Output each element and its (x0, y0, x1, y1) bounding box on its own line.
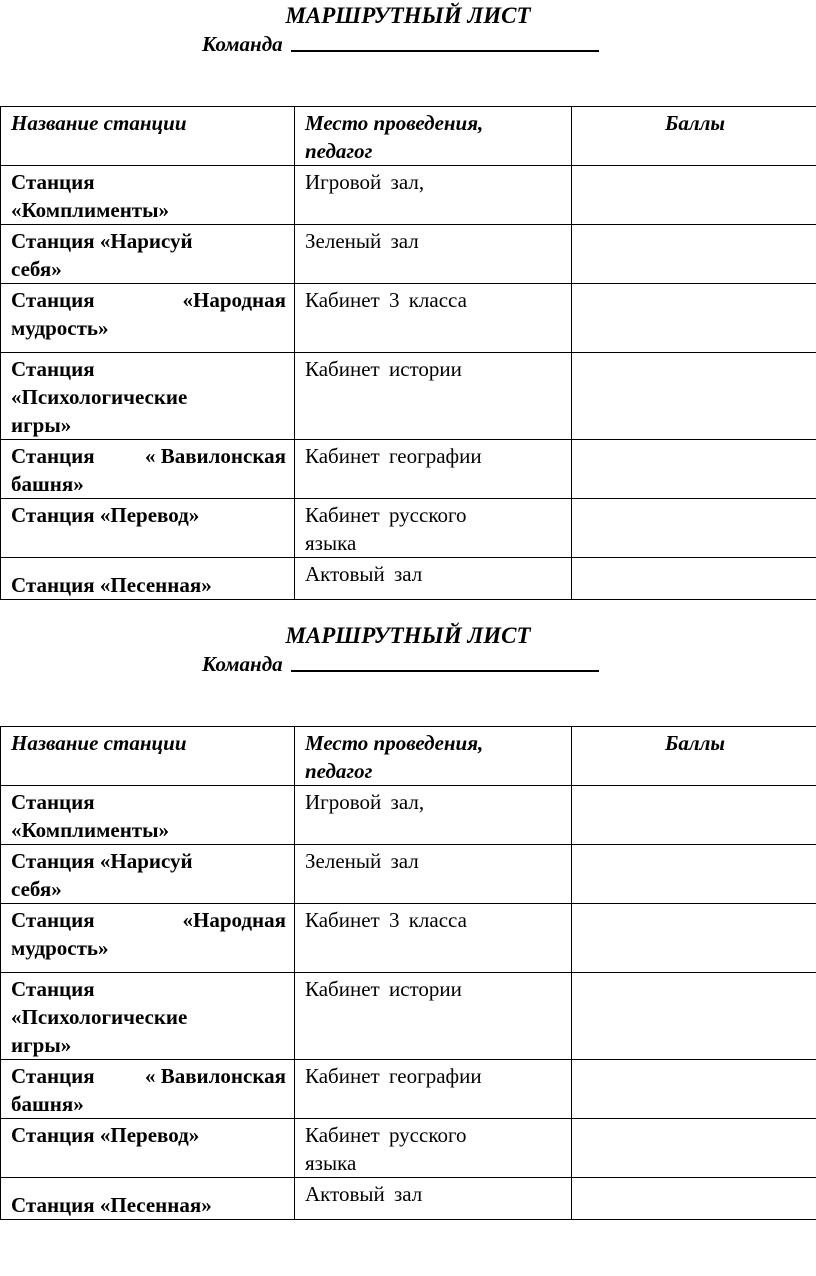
score-cell[interactable] (572, 499, 816, 558)
station-place: Актовый зал (295, 558, 572, 600)
station-name: Станция «Психологические игры» (1, 353, 295, 440)
station-name: Станция «Комплименты» (1, 786, 295, 845)
score-cell[interactable] (572, 973, 816, 1060)
score-cell[interactable] (572, 904, 816, 973)
table-row (1, 558, 816, 600)
table-row (1, 499, 816, 558)
station-name: Станция «Народная мудрость» (1, 904, 295, 973)
table-row (1, 786, 816, 845)
station-name: Станция « Вавилонская башня» (1, 1060, 295, 1119)
sheet-title: МАРШРУТНЫЙ ЛИСТ (285, 3, 531, 28)
header-station: Название станции (1, 107, 295, 166)
header-score: Баллы (572, 107, 816, 166)
station-name: Станция «Нарисуй себя» (1, 225, 295, 284)
station-name: Станция «Перевод» (1, 1119, 295, 1178)
team-name-blank[interactable] (291, 650, 599, 672)
team-label: Команда (202, 32, 283, 56)
table-row (1, 353, 816, 440)
header-station: Название станции (1, 727, 295, 786)
score-cell[interactable] (572, 1178, 816, 1220)
station-name: Станция «Перевод» (1, 499, 295, 558)
header-score: Баллы (572, 727, 816, 786)
table-row (1, 166, 816, 225)
table-row (1, 1119, 816, 1178)
station-name: Станция «Психологические игры» (1, 973, 295, 1060)
station-place: Актовый зал (295, 1178, 572, 1220)
station-place: Игровой зал, (295, 786, 572, 845)
station-name: Станция «Песенная» (1, 558, 295, 600)
station-place: Зеленый зал (295, 845, 572, 904)
table-row (1, 904, 816, 973)
table-row (1, 225, 816, 284)
station-name: Станция «Песенная» (1, 1178, 295, 1220)
table-row (1, 1060, 816, 1119)
team-line (202, 30, 599, 58)
station-name: Станция «Народная мудрость» (1, 284, 295, 353)
sheet-title: МАРШРУТНЫЙ ЛИСТ (285, 623, 531, 648)
station-place: Кабинет истории (295, 353, 572, 440)
table-row (1, 284, 816, 353)
table-row (1, 1178, 816, 1220)
score-cell[interactable] (572, 845, 816, 904)
table-row (1, 440, 816, 499)
station-place: Игровой зал, (295, 166, 572, 225)
route-table (0, 106, 816, 600)
station-place: Зеленый зал (295, 225, 572, 284)
score-cell[interactable] (572, 353, 816, 440)
table-row (1, 845, 816, 904)
station-name: Станция «Нарисуй себя» (1, 845, 295, 904)
station-place: Кабинет русского языка (295, 499, 572, 558)
station-place: Кабинет географии (295, 1060, 572, 1119)
table-row (1, 973, 816, 1060)
station-place: Кабинет 3 класса (295, 284, 572, 353)
team-name-blank[interactable] (291, 30, 599, 52)
score-cell[interactable] (572, 166, 816, 225)
score-cell[interactable] (572, 440, 816, 499)
station-name: Станция «Комплименты» (1, 166, 295, 225)
team-label: Команда (202, 652, 283, 676)
station-place: Кабинет 3 класса (295, 904, 572, 973)
route-table (0, 726, 816, 1220)
header-row (1, 727, 816, 786)
station-place: Кабинет русского языка (295, 1119, 572, 1178)
header-row (1, 107, 816, 166)
score-cell[interactable] (572, 786, 816, 845)
header-place: Место проведения, педагог (295, 727, 572, 786)
score-cell[interactable] (572, 558, 816, 600)
team-line (202, 650, 599, 678)
header-place: Место проведения, педагог (295, 107, 572, 166)
station-name: Станция « Вавилонская башня» (1, 440, 295, 499)
station-place: Кабинет истории (295, 973, 572, 1060)
score-cell[interactable] (572, 284, 816, 353)
score-cell[interactable] (572, 1119, 816, 1178)
score-cell[interactable] (572, 1060, 816, 1119)
score-cell[interactable] (572, 225, 816, 284)
station-place: Кабинет географии (295, 440, 572, 499)
